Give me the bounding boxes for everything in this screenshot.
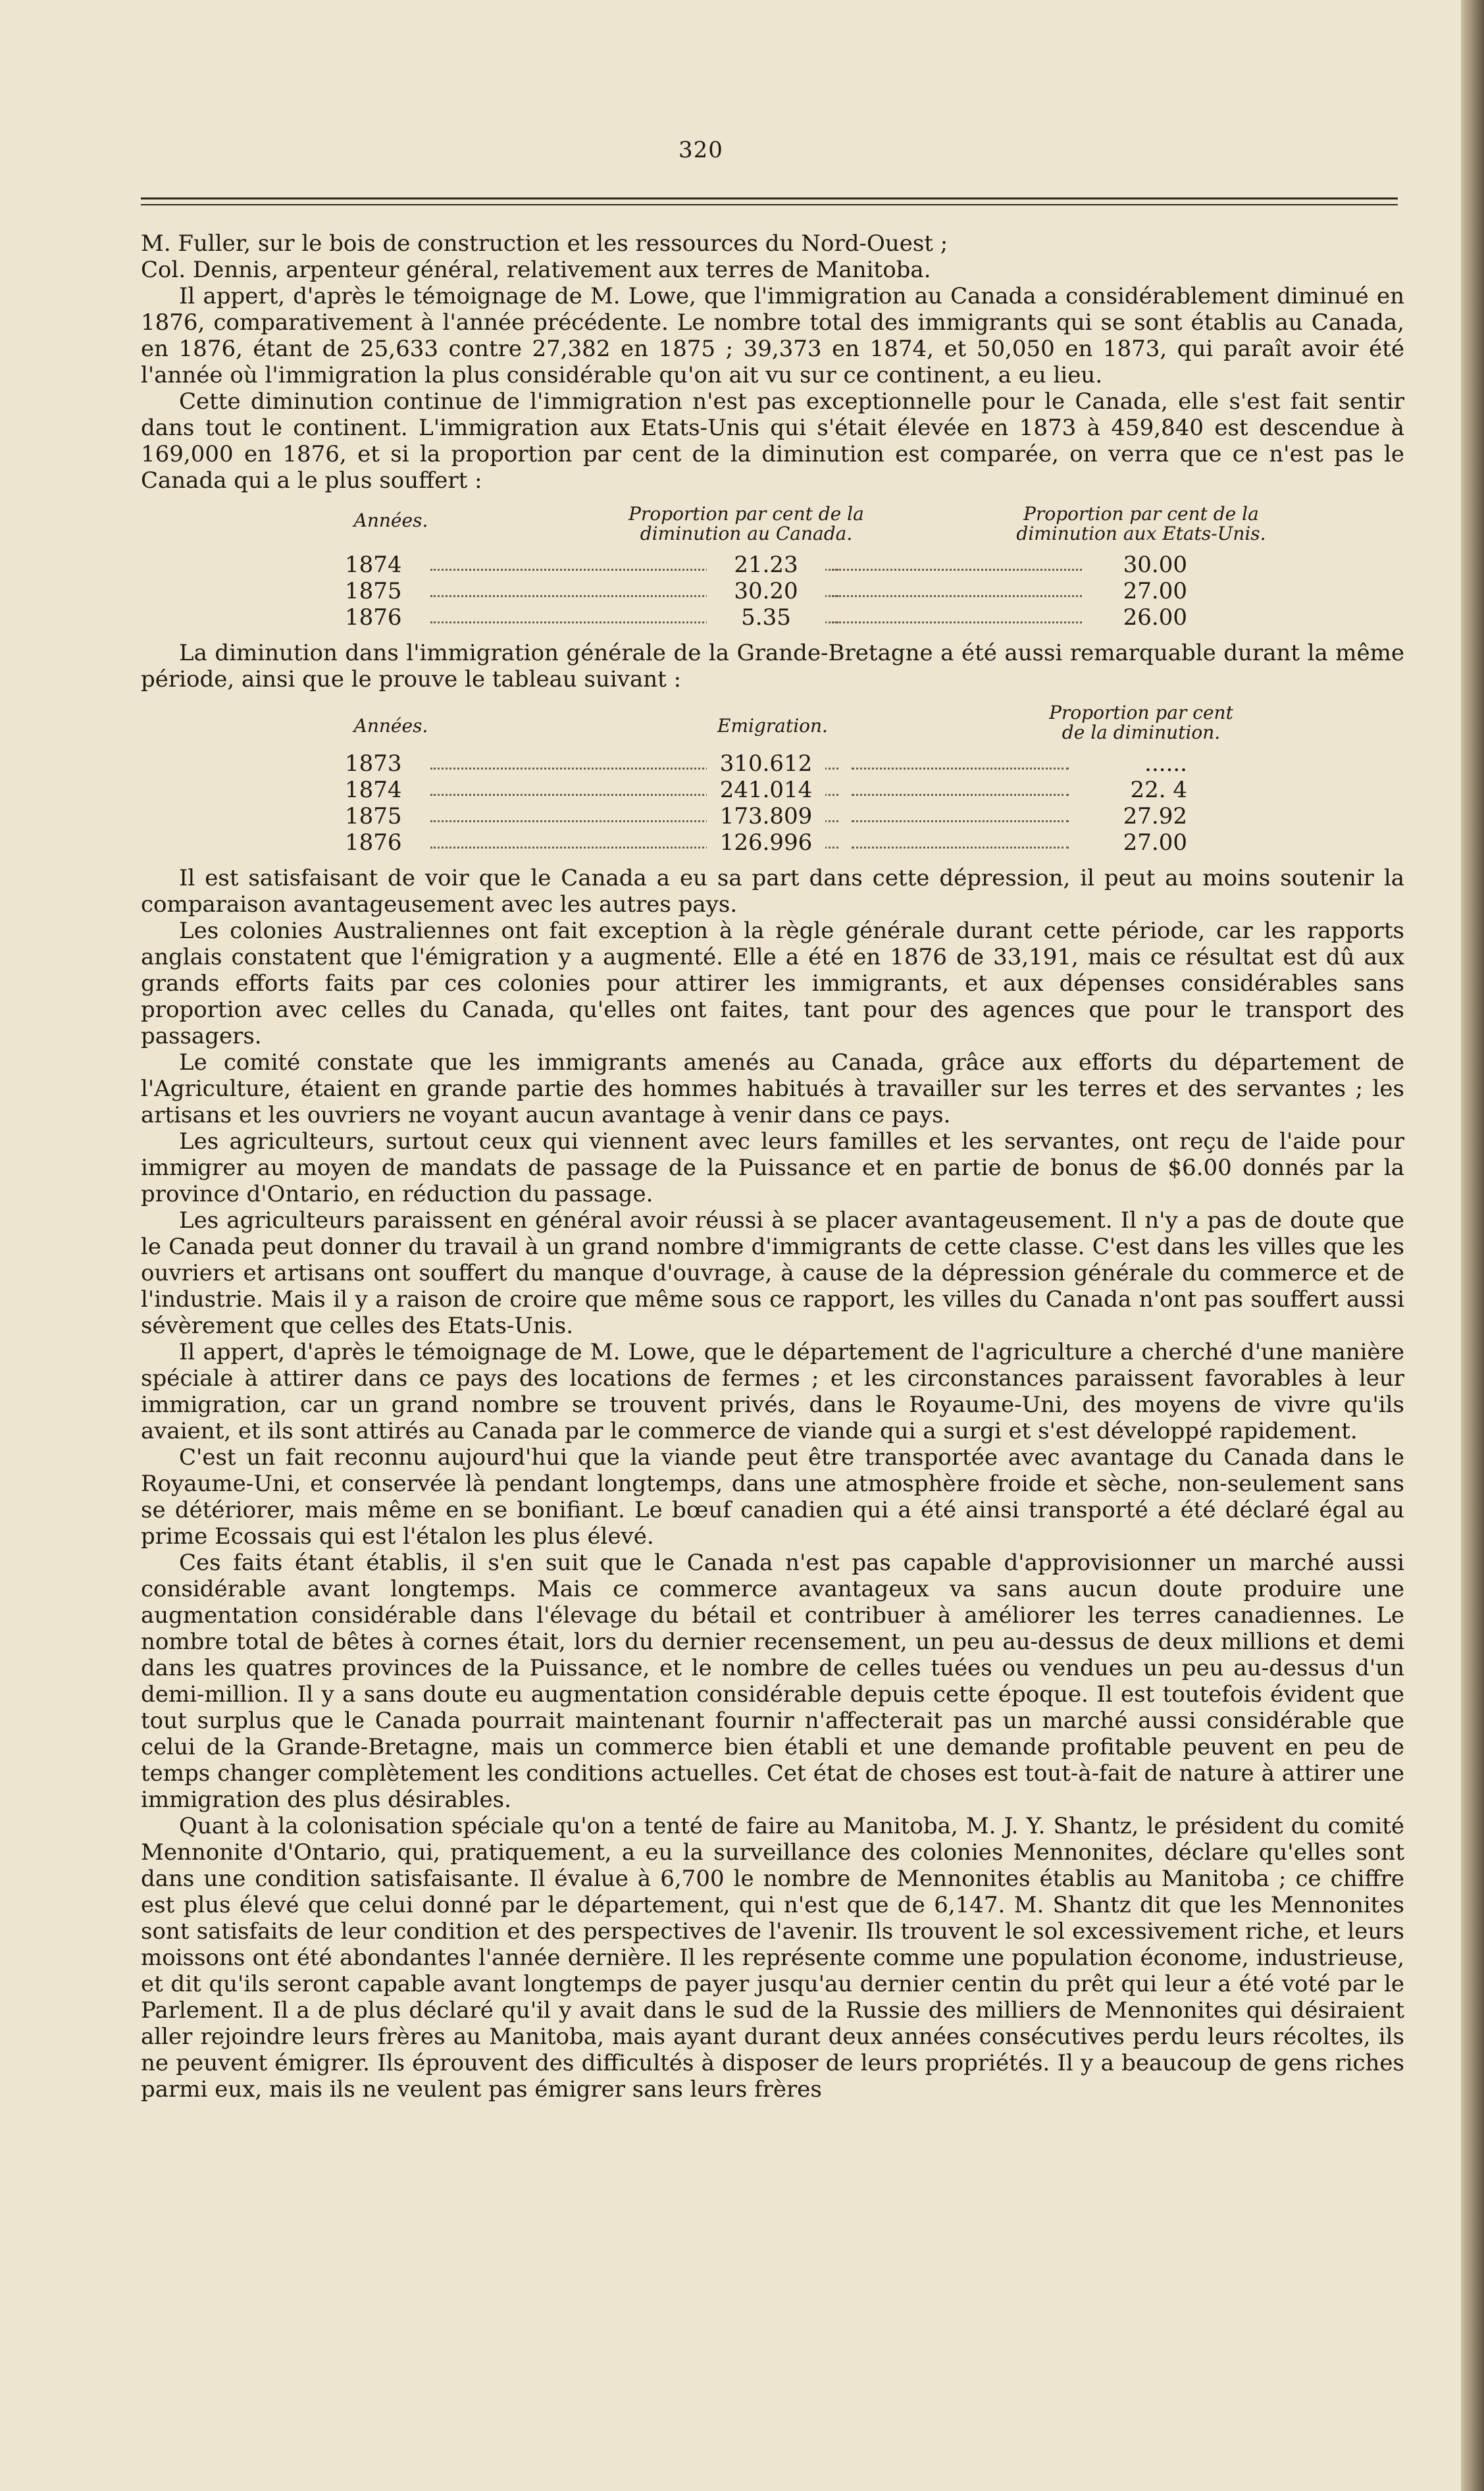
table2-emigration-value: 173.809 — [707, 803, 825, 829]
table-decline-canada-us — [141, 504, 1404, 631]
table2-year: 1875 — [345, 803, 402, 829]
table-emigration-great-britain — [141, 703, 1404, 856]
paragraph-canada-share: Il est satisfaisant de voir que le Canada a eu sa part dans cette dépression, il peut au moins soutenir la comparaison avantageusement avec les autres pays. — [141, 865, 1404, 918]
table2-header-proportion: Proportion par cent de la diminution. — [1049, 702, 1233, 743]
table2-year: 1876 — [345, 829, 402, 856]
table1-year: 1875 — [345, 578, 402, 604]
table2-header — [141, 703, 1404, 750]
table-row — [141, 829, 1404, 856]
table1-canada-value: 21.23 — [707, 552, 825, 578]
table2-proportion-value: 27.92 — [1123, 803, 1187, 829]
book-spine-shadow — [1461, 0, 1484, 2491]
table1-header-us: Proportion par cent de la diminution aux Etats-Unis. — [1016, 503, 1266, 544]
table-row — [141, 578, 1404, 604]
table1-canada-value: 30.20 — [707, 578, 825, 604]
paragraph-australian-colonies: Les colonies Australiennes ont fait exception à la règle générale durant cette période, car les rapports anglais constatent que l'émigration y a augmenté. Elle a été en 1876 de 33,191, mais ce résultat est dû aux grands efforts faits par ces colonies pour attirer les immigrants, et aux dépenses considérables sans proportion avec celles du Canada, qu'elles ont faites, tant pour des agences que pour le transport des passagers. — [141, 918, 1404, 1049]
table2-proportion-value: 27.00 — [1123, 829, 1187, 856]
page-number: 320 — [678, 137, 723, 163]
table2-emigration-value: 126.996 — [707, 829, 825, 856]
table2-emigration-value: 241.014 — [707, 777, 825, 803]
paragraph-meat-transport: C'est un fait reconnu aujourd'hui que la viande peut être transportée avec avantage du Canada dans le Royaume-Uni, et conservée là pendant longtemps, dans une atmosphère froide et sèche, non-seulement sans se détériorer, mais même en se bonifiant. Le bœuf canadien qui a été ainsi transporté a été déclaré égal au prime Ecossais qui est l'étalon les plus élevé. — [141, 1444, 1404, 1550]
table-row — [141, 552, 1404, 578]
table2-year: 1873 — [345, 750, 402, 777]
table2-proportion-value: ...... — [1144, 750, 1187, 777]
paragraph-mennonites: Quant à la colonisation spéciale qu'on a tenté de faire au Manitoba, M. J. Y. Shantz, le président du comité Mennonite d'Ontario, qui, pratiquement, a eu la surveillance des colonies Mennonites, déclare qu'elles sont dans une condition satisfaisante. Il évalue à 6,700 le nombre de Mennonites établis au Manitoba ; ce chiffre est plus élevé que celui donné par le département, qui n'est que de 6,147. M. Shantz dit que les Mennonites sont satisfaits de leur condition et des perspectives de l'avenir. Ils trouvent le sol excessivement riche, et leurs moissons ont été abondantes l'année dernière. Il les représente comme une population économe, industrieuse, et dit qu'ils seront capable avant longtemps de payer jusqu'au dernier centin du prêt qui leur a été voté par le Parlement. Il a de plus déclaré qu'il y avait dans le sud de la Russie des milliers de Mennonites qui désiraient aller rejoindre leurs frères au Manitoba, mais ayant durant deux années consécutives perdu leurs récoltes, ils ne peuvent émigrer. Ils éprouvent des difficultés à disposer de leurs propriétés. Il y a beaucoup de gens riches parmi eux, mais ils ne veulent pas émigrer sans leurs frères — [141, 1813, 1404, 2103]
table1-us-value: 26.00 — [1123, 604, 1187, 631]
header-rule-bottom — [141, 204, 1398, 205]
table-row — [141, 777, 1404, 803]
paragraph-committee-immigrants: Le comité constate que les immigrants amenés au Canada, grâce aux efforts du département de l'Agriculture, étaient en grande partie des hommes habitués à travailler sur les terres et des servantes ; les artisans et les ouvriers ne voyant aucun avantage à venir dans ce pays. — [141, 1049, 1404, 1128]
table1-us-value: 30.00 — [1123, 552, 1187, 578]
header-rule-top — [141, 197, 1398, 199]
paragraph-lowe-testimony: Il appert, d'après le témoignage de M. Lowe, que l'immigration au Canada a considérablement diminué en 1876, comparativement à l'année précédente. Le nombre total des immigrants qui se sont établis au Canada, en 1876, étant de 25,633 contre 27,382 en 1875 ; 39,373 en 1874, et 50,050 en 1873, qui paraît avoir été l'année où l'immigration la plus considérable qu'on ait vu sur ce continent, a eu lieu. — [141, 283, 1404, 388]
body-text — [141, 230, 1404, 2103]
table2-header-year: Années. — [353, 715, 428, 737]
table2-emigration-value: 310.612 — [707, 750, 825, 777]
table2-year: 1874 — [345, 777, 402, 803]
paragraph-agriculturists-aid: Les agriculteurs, surtout ceux qui viennent avec leurs familles et les servantes, ont reçu de l'aide pour immigrer au moyen de mandats de passage de la Puissance et en partie de bonus de $6.00 donnés par la province d'Ontario, en réduction du passage. — [141, 1128, 1404, 1207]
paragraph-fuller: M. Fuller, sur le bois de construction et les ressources du Nord-Ouest ; — [141, 230, 948, 257]
table-row — [141, 750, 1404, 777]
table-row — [141, 803, 1404, 829]
table2-proportion-value: 22. 4 — [1130, 777, 1187, 803]
table2-header-emigration: Emigration. — [717, 715, 828, 737]
table1-header-year: Années. — [353, 510, 428, 531]
paragraph-dennis: Col. Dennis, arpenteur général, relativement aux terres de Manitoba. — [141, 257, 931, 283]
paragraph-continent-decline: Cette diminution continue de l'immigration n'est pas exceptionnelle pour le Canada, elle s'est fait sentir dans tout le continent. L'immigration aux Etats-Unis qui s'était élevée en 1873 à 459,840 est descendue à 169,000 en 1876, et si la proportion par cent de la diminution est comparée, on verra que ce n'est pas le Canada qui a le plus souffert : — [141, 388, 1404, 494]
paragraph-agriculturists-success: Les agriculteurs paraissent en général avoir réussi à se placer avantageusement. Il n'y a pas de doute que le Canada peut donner du travail à un grand nombre d'immigrants de cette classe. C'est dans les villes que les ouvriers et artisans ont souffert du manque d'ouvrage, à cause de la dépression générale du commerce et de l'industrie. Mais il y a raison de croire que même sous ce rapport, les villes du Canada n'ont pas souffert aussi sévèrement que celles des Etats-Unis. — [141, 1207, 1404, 1339]
table-row — [141, 604, 1404, 631]
table1-year: 1876 — [345, 604, 402, 631]
table1-header — [141, 504, 1404, 552]
table1-us-value: 27.00 — [1123, 578, 1187, 604]
table1-header-canada: Proportion par cent de la diminution au Canada. — [628, 503, 864, 544]
table1-canada-value: 5.35 — [707, 604, 825, 631]
paragraph-farm-tenants: Il appert, d'après le témoignage de M. Lowe, que le département de l'agriculture a cherché d'une manière spéciale à attirer dans ce pays des locations de fermes ; et les circonstances paraissent favorables à leur immigration, car un grand nombre se trouvent privés, dans le Royaume-Uni, des moyens de vivre qu'ils avaient, et ils sont attirés au Canada par le commerce de viande qui a surgi et s'est développé rapidement. — [141, 1339, 1404, 1444]
paragraph-great-britain: La diminution dans l'immigration générale de la Grande-Bretagne a été aussi remarquable durant la même période, ainsi que le prouve le tableau suivant : — [141, 640, 1404, 693]
paragraph-cattle-trade: Ces faits étant établis, il s'en suit que le Canada n'est pas capable d'approvisionner un marché aussi considérable avant longtemps. Mais ce commerce avantageux va sans aucun doute produire une augmentation considérable dans l'élevage du bétail et contribuer à améliorer les terres canadiennes. Le nombre total de bêtes à cornes était, lors du dernier recensement, un peu au-dessus de deux millions et demi dans les quatres provinces de la Puissance, et le nombre de celles tuées ou vendues un peu au-dessus d'un demi-million. Il y a sans doute eu augmentation considérable depuis cette époque. Il est toutefois évident que tout surplus que le Canada pourrait maintenant fournir n'affecterait pas un marché aussi considérable que celui de la Grande-Bretagne, mais un commerce bien établi et une demande profitable peuvent en peu de temps changer complètement les conditions actuelles. Cet état de choses est tout-à-fait de nature à attirer une immigration des plus désirables. — [141, 1550, 1404, 1813]
table1-year: 1874 — [345, 552, 402, 578]
